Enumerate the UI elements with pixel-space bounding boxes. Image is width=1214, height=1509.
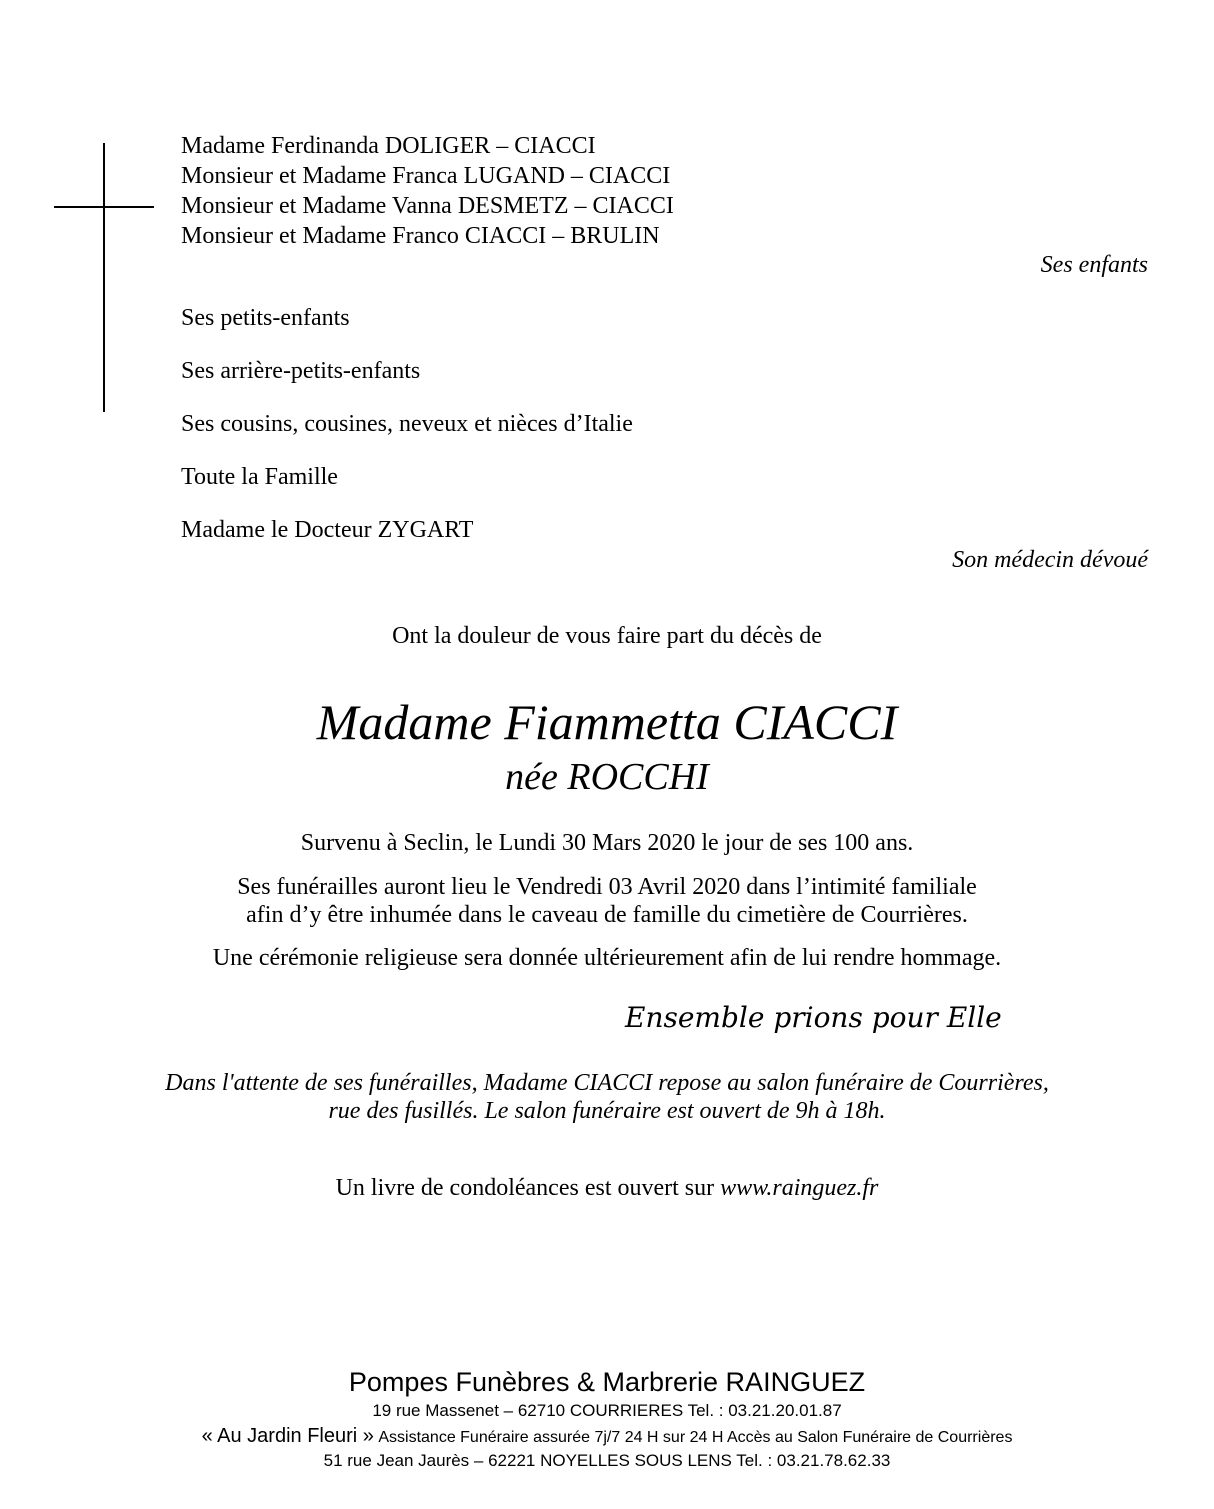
prayer-line: Ensemble prions pour Elle bbox=[625, 1001, 1002, 1034]
children-caption: Ses enfants bbox=[1040, 252, 1148, 278]
garden-name: « Au Jardin Fleuri » bbox=[201, 1425, 374, 1447]
company-address-1: 19 rue Massenet – 62710 COURRIERES Tel. : 03.21.20.01.87 bbox=[372, 1401, 842, 1420]
services-text: Assistance Funéraire assurée 7j/7 24 H sur 24 H Accès au Salon Funéraire de Courrières bbox=[378, 1429, 1013, 1446]
company-address-2: 51 rue Jean Jaurès – 62221 NOYELLES SOUS LENS Tel. : 03.21.78.62.33 bbox=[323, 1451, 891, 1470]
deceased-name: Madame Fiammetta CIACCI bbox=[316, 694, 898, 750]
great-grandchildren-line: Ses arrière-petits-enfants bbox=[181, 358, 421, 384]
services-line bbox=[0, 1423, 1214, 1451]
rest-line-1: Dans l'attente de ses funérailles, Madame CIACCI repose au salon funéraire de Courrières, bbox=[165, 1070, 1049, 1096]
condolences-line bbox=[0, 1173, 1214, 1203]
announcement-intro: Ont la douleur de vous faire part du décès de bbox=[392, 623, 822, 649]
cross-vertical-bar bbox=[103, 143, 105, 412]
maiden-name: née ROCCHI bbox=[505, 756, 709, 798]
cross-horizontal-bar bbox=[54, 206, 154, 208]
whole-family-line: Toute la Famille bbox=[181, 464, 338, 490]
condolences-text: Un livre de condoléances est ouvert sur bbox=[335, 1175, 715, 1201]
child-line-3: Monsieur et Madame Vanna DESMETZ – CIACCI bbox=[181, 193, 674, 219]
child-line-2: Monsieur et Madame Franca LUGAND – CIACCI bbox=[181, 163, 671, 189]
condolences-link[interactable]: www.rainguez.fr bbox=[720, 1175, 879, 1201]
grandchildren-line: Ses petits-enfants bbox=[181, 305, 350, 331]
rest-line-2: rue des fusillés. Le salon funéraire est ouvert de 9h à 18h. bbox=[328, 1098, 886, 1124]
child-line-4: Monsieur et Madame Franco CIACCI – BRULIN bbox=[181, 223, 660, 249]
doctor-line: Madame le Docteur ZYGART bbox=[181, 517, 474, 543]
cousins-line: Ses cousins, cousines, neveux et nièces d’Italie bbox=[181, 411, 633, 437]
funeral-line-1: Ses funérailles auront lieu le Vendredi 03 Avril 2020 dans l’intimité familiale bbox=[237, 874, 977, 900]
ceremony-line: Une cérémonie religieuse sera donnée ultérieurement afin de lui rendre hommage. bbox=[212, 945, 1002, 971]
funeral-line-2: afin d’y être inhumée dans le caveau de famille du cimetière de Courrières. bbox=[246, 902, 968, 928]
doctor-caption: Son médecin dévoué bbox=[952, 547, 1148, 573]
company-name: Pompes Funèbres & Marbrerie RAINGUEZ bbox=[348, 1367, 866, 1397]
child-line-1: Madame Ferdinanda DOLIGER – CIACCI bbox=[181, 133, 596, 159]
death-info: Survenu à Seclin, le Lundi 30 Mars 2020 le jour de ses 100 ans. bbox=[300, 830, 914, 856]
